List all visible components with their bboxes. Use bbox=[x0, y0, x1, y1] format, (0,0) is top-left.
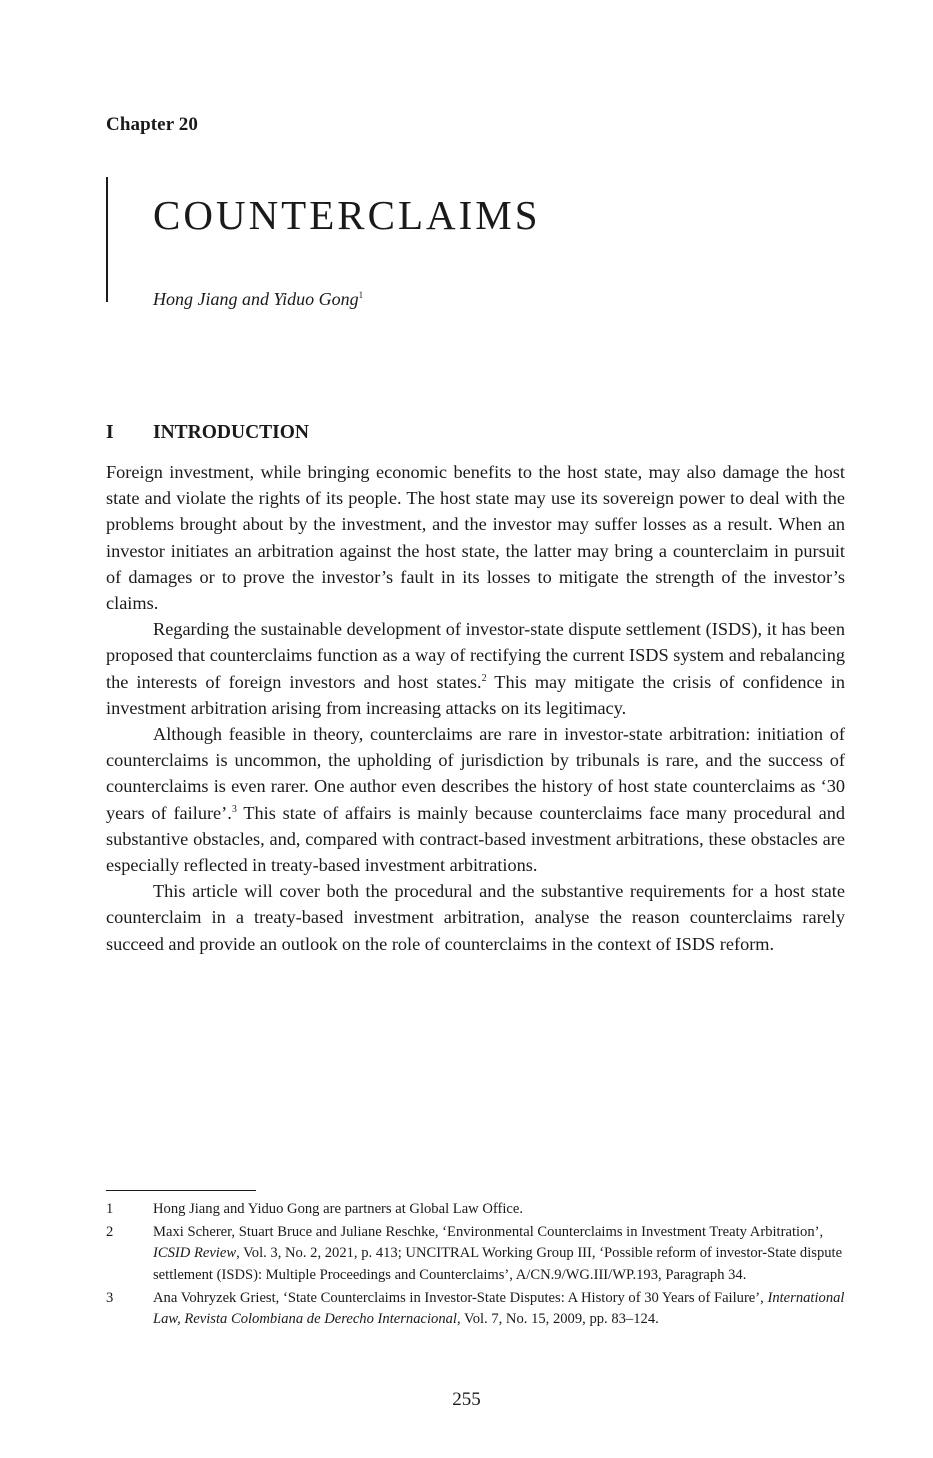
footnote-text bbox=[153, 1288, 845, 1330]
footnote-journal: ICSID Review bbox=[153, 1245, 237, 1262]
body-text bbox=[106, 459, 845, 957]
footnote bbox=[106, 1199, 845, 1220]
paragraph-text: Although feasible in theory, counterclaims are rare in investor-state arbitration: initiation of counterclaims is uncommon, the upholding of jurisdiction by tribunals is rare, and the success of counterclaims is even rarer. One author even describes the history of host state counterclaims as ‘30 years of failure’. bbox=[106, 724, 845, 823]
paragraph-text: Regarding the sustainable development of investor-state dispute settlement (ISDS), it has been proposed that counterclaims function as a way of rectifying the current ISDS system and rebalancing the interests of foreign investors and host states. bbox=[106, 619, 845, 692]
paragraph: This article will cover both the procedural and the substantive requirements for a host state counterclaim in a treaty-based investment arbitration, analyse the reason counterclaims rarely succeed and provide an outlook on the role of counterclaims in the context of ISDS reform. bbox=[106, 881, 845, 954]
section-number: I bbox=[106, 422, 114, 443]
footnote-number: 2 bbox=[106, 1224, 114, 1241]
footnote-number: 1 bbox=[106, 1201, 114, 1217]
chapter-label: Chapter 20 bbox=[106, 114, 198, 135]
section-heading bbox=[106, 422, 309, 444]
footnote-text bbox=[153, 1222, 845, 1286]
paragraph: Foreign investment, while bringing economic benefits to the host state, may also damage the host state and violate the rights of its people. The host state may use its sovereign power to deal with the problems brought about by the investment, and the investor may suffer losses as a result. When an investor initiates an arbitration against the host state, the latter may bring a counterclaim in pursuit of damages or to prove the investor’s fault in its losses to mitigate the strength of the investor’s claims. bbox=[106, 462, 845, 614]
paragraph-text: This state of affairs is mainly because counterclaims face many procedural and substantive obstacles, and, compared with contract-based investment arbitrations, these obstacles are especially reflected in treaty-based investment arbitrations. bbox=[106, 802, 845, 876]
footnote-ref[interactable]: 3 bbox=[231, 803, 237, 815]
paragraph-text: This may mitigate the crisis of confidence in investment arbitration arising from increasing attacks on its legitimacy. bbox=[106, 671, 845, 718]
paragraph bbox=[106, 616, 845, 721]
footnote-divider bbox=[106, 1190, 256, 1191]
page-number: 255 bbox=[452, 1389, 481, 1410]
author-names: Hong Jiang and Yiduo Gong bbox=[153, 289, 359, 309]
footnote-number: 3 bbox=[106, 1289, 114, 1306]
footnote-ref[interactable]: 1 bbox=[358, 290, 364, 300]
chapter-authors bbox=[153, 289, 363, 310]
title-accent-bar bbox=[106, 177, 108, 302]
footnote-text-part: Ana Vohryzek Griest, ‘State Counterclaims in Investor-State Disputes: A History of 30 Years of Failure’, bbox=[153, 1289, 768, 1306]
footnote-text: Hong Jiang and Yiduo Gong are partners at Global Law Office. bbox=[153, 1201, 524, 1217]
footnote-text-part: , Vol. 7, No. 15, 2009, pp. 83–124. bbox=[457, 1311, 659, 1328]
footnotes bbox=[106, 1199, 845, 1332]
footnote-ref[interactable]: 2 bbox=[481, 672, 487, 684]
paragraph bbox=[106, 721, 845, 878]
footnote-journal: International Law, Revista Colombiana de Derecho Internacional bbox=[153, 1289, 845, 1328]
chapter-title: COUNTERCLAIMS bbox=[153, 192, 541, 239]
footnote-text-part: Maxi Scherer, Stuart Bruce and Juliane Reschke, ‘Environmental Counterclaims in Investment Treaty Arbitration’, bbox=[153, 1224, 824, 1241]
section-title: INTRODUCTION bbox=[153, 422, 310, 443]
footnote bbox=[106, 1222, 845, 1286]
footnote-text-part: , Vol. 3, No. 2, 2021, p. 413; UNCITRAL Working Group III, ‘Possible reform of investor-State dispute settlement (ISDS): Multiple Proceedings and Counterclaims’, A/CN.9/WG.III/WP.193, Paragraph 34. bbox=[153, 1245, 843, 1283]
footnote bbox=[106, 1288, 845, 1330]
